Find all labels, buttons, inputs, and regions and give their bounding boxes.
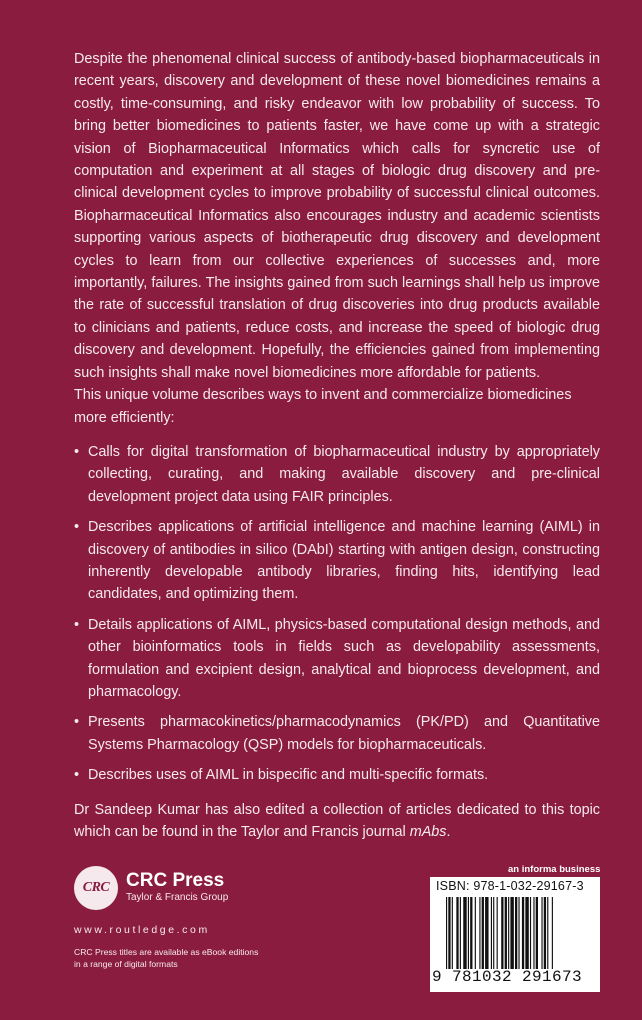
barcode-bar xyxy=(493,897,494,969)
publisher-name: CRC Press xyxy=(126,870,225,891)
barcode-bar xyxy=(552,897,553,969)
barcode-bar xyxy=(491,897,492,969)
features-list xyxy=(74,441,600,787)
closing-text: Dr Sandeep Kumar has also edited a collection of articles dedicated to this topic which can be found in the Taylor and Francis journal xyxy=(74,801,600,840)
barcode-digits: 9 781032 291673 xyxy=(432,968,583,986)
barcode-box xyxy=(430,877,600,992)
barcode-bar xyxy=(547,897,548,969)
feature-item: • Describes uses of AIML in bispecific and multi-specific formats. xyxy=(74,764,600,786)
barcode-bar xyxy=(448,897,450,969)
barcode-bar xyxy=(518,897,519,969)
feature-item: • Presents pharmacokinetics/pharmacodynamics (PK/PD) and Quantitative Systems Pharmacology (QSP) models for biopharmaceuticals. xyxy=(74,711,600,756)
features-intro: This unique volume describes ways to invent and commercialize biomedicines more efficiently: xyxy=(74,387,572,426)
barcode-bar xyxy=(482,897,484,969)
feature-item: • Describes applications of artificial intelligence and machine learning (AIML) in discovery of antibodies in silico (DAbI) starting with antigen design, constructing inherently developable antibody libraries, finding hits, identifying lead candidates, and optimizing them. xyxy=(74,516,600,606)
barcode-bar xyxy=(508,897,509,969)
barcode-bar xyxy=(515,897,517,969)
description-paragraph: Despite the phenomenal clinical success of antibody-based biopharmaceuticals in recent years, discovery and development of these novel biomedicines remains a costly, time-consuming, and risky endeavor with low probability of success. To bring better biomedicines to patients faster, we have come up with a strategic vision of Biopharmaceutical Informatics which calls for syncretic use of computation and experiment at all stages of biologic drug discovery and pre-clinical development cycles to improve probability of successful clinical outcomes. Biopharmaceutical Informatics also encourages industry and academic scientists supporting various aspects of biotherapeutic drug discovery and development cycles to learn from our collective experiences of successes and, more importantly, failures. The insights gained from such learnings shall help us improve the rate of successful translation of drug discoveries into drug products available to clinicians and patients, reduce costs, and increase the speed of biologic drug discovery and development. Hopefully, the efficiencies gained from implementing such insights shall make novel biomedicines more affordable for patients. xyxy=(74,51,600,381)
ebook-note xyxy=(74,946,274,970)
crc-press-logo-icon xyxy=(74,866,118,910)
closing-note xyxy=(74,799,600,844)
isbn-label: ISBN: 978-1-032-29167-3 xyxy=(436,879,584,893)
barcode-bar xyxy=(470,897,472,969)
closing-period: . xyxy=(446,824,451,840)
website-link[interactable]: www.routledge.com xyxy=(74,924,210,936)
barcode-bar xyxy=(485,897,488,969)
barcode-bar xyxy=(505,897,507,969)
barcode-bar xyxy=(456,897,458,969)
publisher-logo xyxy=(74,866,274,910)
barcode-bar xyxy=(525,897,528,969)
barcode-bar xyxy=(522,897,524,969)
informa-tag: an informa business xyxy=(508,864,601,875)
publisher-block xyxy=(74,866,274,970)
journal-name: mAbs xyxy=(409,824,447,840)
barcode-bar xyxy=(463,897,466,969)
barcode-bar xyxy=(530,897,531,969)
barcode-bar xyxy=(544,897,546,969)
barcode-bar xyxy=(460,897,461,969)
publisher-name-block xyxy=(126,871,228,905)
barcode-bar xyxy=(510,897,513,969)
barcode-bar xyxy=(533,897,534,969)
barcode-bar xyxy=(536,897,538,969)
barcode-icon xyxy=(446,897,590,969)
barcode-bar xyxy=(479,897,480,969)
barcode-bar xyxy=(501,897,503,969)
ebook-note-line: in a range of digital formats xyxy=(74,959,178,969)
logo-text: CRC xyxy=(82,880,110,895)
barcode-bar xyxy=(468,897,469,969)
description xyxy=(74,48,600,858)
feature-item: • Calls for digital transformation of biopharmaceutical industry by appropriately collecting, curating, and making available discovery and pre-clinical development project data using FAIR principles. xyxy=(74,441,600,508)
ebook-note-line: CRC Press titles are available as eBook editions xyxy=(74,947,259,957)
feature-item: • Details applications of AIML, physics-based computational design methods, and other bioinformatics tools in fields such as developability assessments, formulation and excipient design, analytical and bioprocess development, and pharmacology. xyxy=(74,614,600,704)
barcode-bar xyxy=(452,897,453,969)
barcode-bar xyxy=(475,897,476,969)
barcode-bar xyxy=(497,897,498,969)
publisher-group: Taylor & Francis Group xyxy=(126,892,229,903)
barcode-bar xyxy=(446,897,447,969)
barcode-bar xyxy=(541,897,542,969)
